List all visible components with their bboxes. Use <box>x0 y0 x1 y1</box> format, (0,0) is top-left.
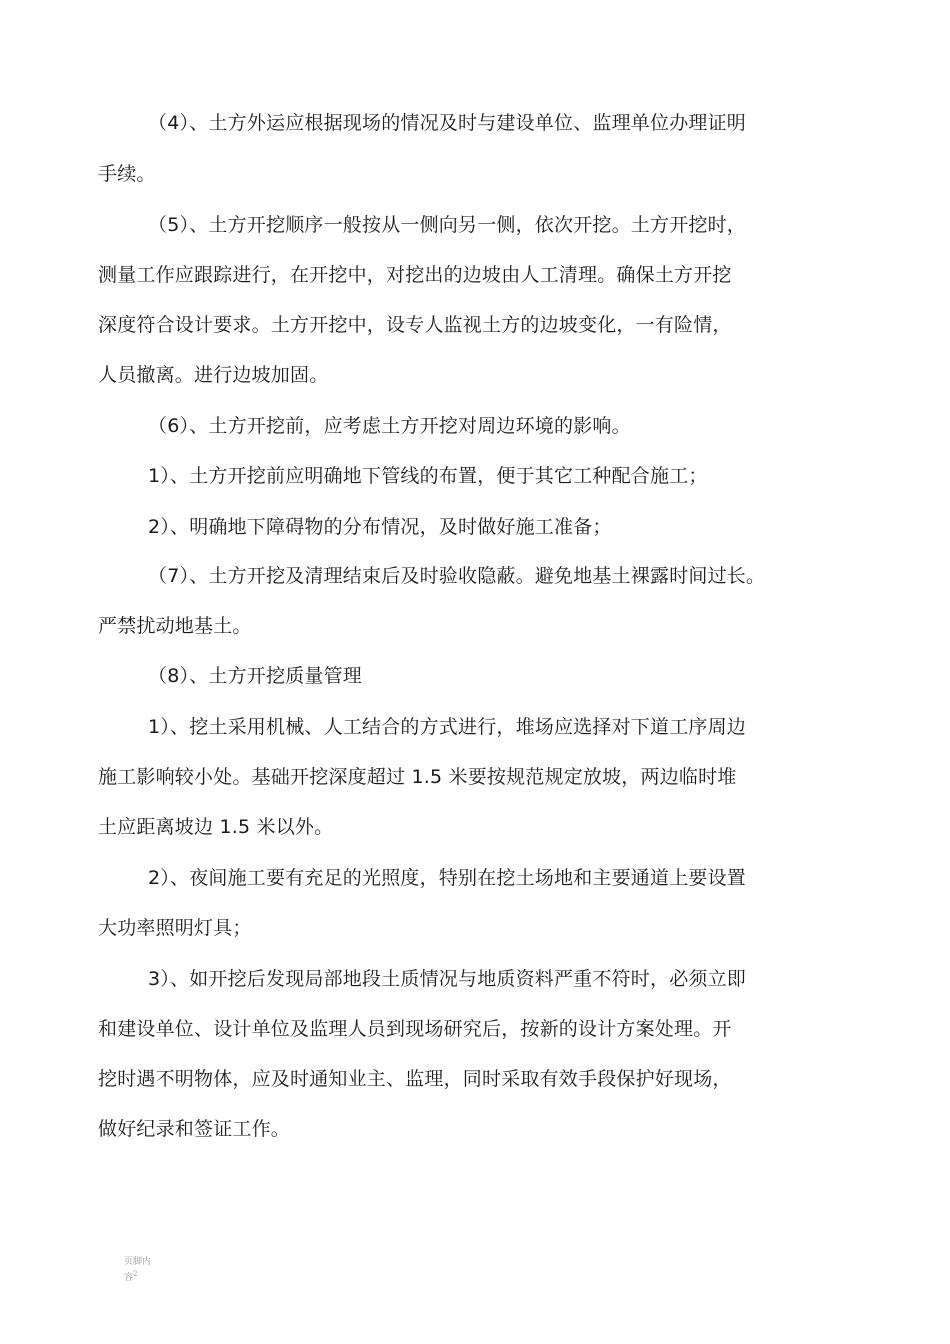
paragraph-6-item-2: 2）、明确地下障碍物的分布情况，及时做好施工准备； <box>148 516 612 538</box>
paragraph-6-item-1: 1）、土方开挖前应明确地下管线的布置，便于其它工种配合施工； <box>148 465 708 487</box>
paragraph-8-item-1-line-1: 1）、挖土采用机械、人工结合的方式进行，堆场应选择对下道工序周边 <box>148 716 746 738</box>
paragraph-8-heading: （8）、土方开挖质量管理 <box>148 665 362 687</box>
paragraph-5-line-4: 人员撤离。进行边坡加固。 <box>98 364 329 386</box>
paragraph-8-item-2-line-2: 大功率照明灯具； <box>98 917 252 939</box>
page-number: 2 <box>133 1270 138 1278</box>
paragraph-5-line-1: （5）、土方开挖顺序一般按从一侧向另一侧，依次开挖。土方开挖时， <box>148 214 746 236</box>
paragraph-8-item-3-line-1: 3）、如开挖后发现局部地段土质情况与地质资料严重不符时，必须立即 <box>148 968 746 990</box>
footer-label-line-2 <box>124 1268 164 1284</box>
paragraph-4-line-2: 手续。 <box>98 163 156 185</box>
paragraph-7-line-1: （7）、土方开挖及清理结束后及时验收隐蔽。避免地基土裸露时间过长。 <box>148 565 766 587</box>
paragraph-4-line-1: （4）、土方外运应根据现场的情况及时与建设单位、监理单位办理证明 <box>148 112 746 134</box>
paragraph-8-item-1-line-2: 施工影响较小处。基础开挖深度超过 1.5 米要按规范规定放坡，两边临时堆 <box>98 766 737 788</box>
paragraph-8-item-3-line-3: 挖时遇不明物体，应及时通知业主、监理，同时采取有效手段保护好现场， <box>98 1068 732 1090</box>
footer-label-text: 容 <box>124 1273 134 1283</box>
paragraph-8-item-3-line-2: 和建设单位、设计单位及监理人员到现场研究后，按新的设计方案处理。开 <box>98 1018 732 1040</box>
paragraph-8-item-1-line-3: 土应距离坡边 1.5 米以外。 <box>98 816 334 838</box>
paragraph-5-line-3: 深度符合设计要求。土方开挖中，设专人监视土方的边坡变化，一有险情， <box>98 314 732 336</box>
paragraph-6-line-1: （6）、土方开挖前，应考虑土方开挖对周边环境的影响。 <box>148 415 631 437</box>
footer-label-line-1: 页脚内 <box>124 1257 152 1267</box>
paragraph-8-item-2-line-1: 2）、夜间施工要有充足的光照度，特别在挖土场地和主要通道上要设置 <box>148 867 746 889</box>
paragraph-7-line-2: 严禁扰动地基土。 <box>98 615 252 637</box>
paragraph-5-line-2: 测量工作应跟踪进行，在开挖中，对挖出的边坡由人工清理。确保土方开挖 <box>98 264 732 286</box>
paragraph-8-item-3-line-4: 做好纪录和签证工作。 <box>98 1118 291 1140</box>
page-footer <box>124 1256 164 1284</box>
